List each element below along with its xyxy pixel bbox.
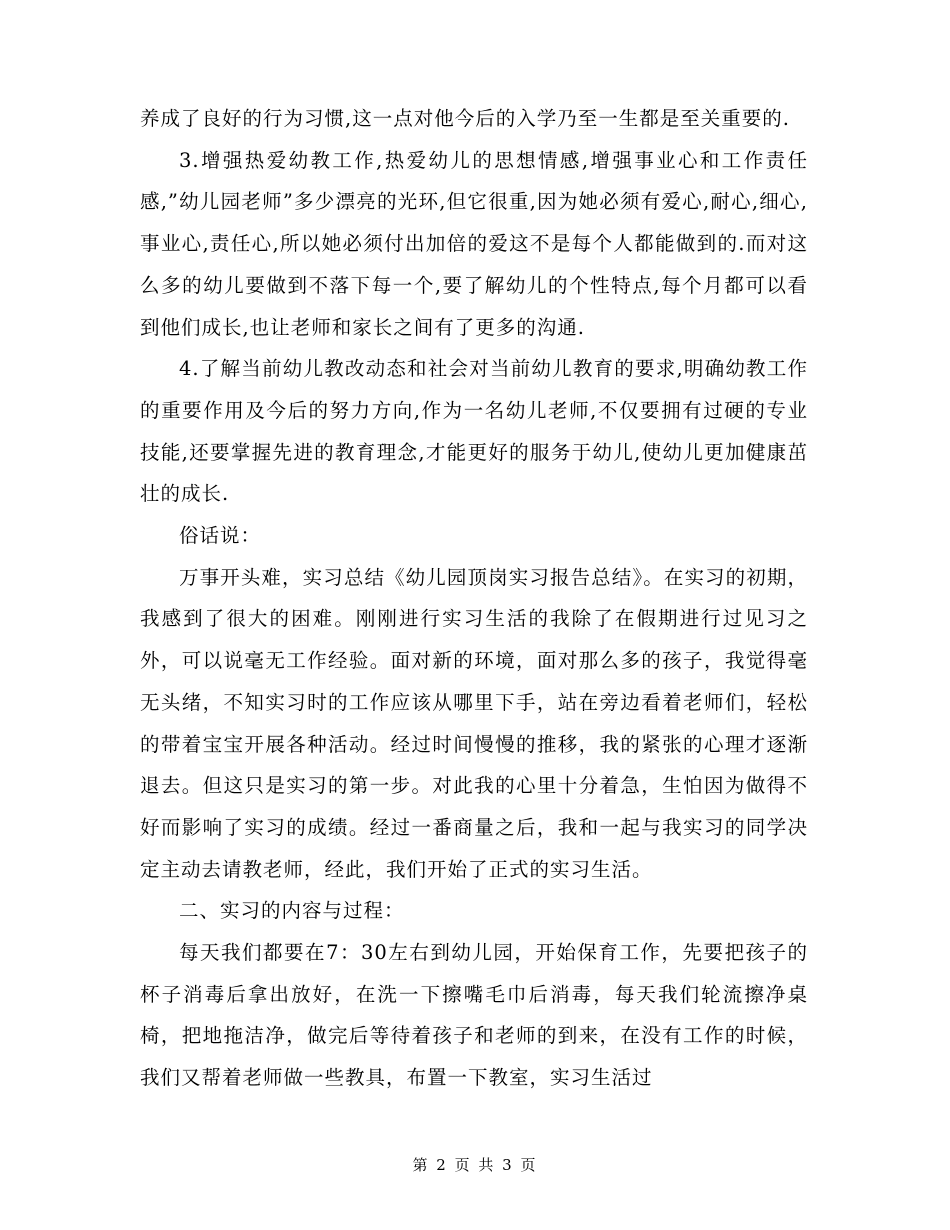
paragraph-point-4: 4.了解当前幼儿教改动态和社会对当前幼儿教育的要求,明确幼教工作的重要作用及今后的努力方向,作为一名幼儿老师,不仅要拥有过硬的专业技能,还要掌握先进的教育理念,才能更好的服务于幼儿,使幼儿更加健康茁壮的成长. — [140, 357, 808, 506]
paragraph-continuation: 养成了良好的行为习惯,这一点对他今后的入学乃至一生都是至关重要的. — [140, 107, 790, 130]
page-number-footer: 第 2 页 共 3 页 — [412, 1156, 538, 1174]
paragraph-daily-routine: 每天我们都要在7：30左右到幼儿园，开始保育工作，先要把孩子的杯子消毒后拿出放好，在洗一下擦嘴毛巾后消毒，每天我们轮流擦净桌椅，把地拖洁净，做完后等待着孩子和老师的到来，在没有工作的时候，我们又帮着老师做一些教具，布置一下教室，实习生活过 — [140, 941, 808, 1090]
paragraph-point-3: 3.增强热爱幼教工作,热爱幼儿的思想情感,增强事业心和工作责任感,”幼儿园老师”多少漂亮的光环,但它很重,因为她必须有爱心,耐心,细心,事业心,责任心,所以她必须付出加倍的爱这不是每个人都能做到的.而对这么多的幼儿要做到不落下每一个,要了解幼儿的个性特点,每个月都可以看到他们成长,也让老师和家长之间有了更多的沟通. — [140, 148, 808, 339]
paragraph-saying: 俗话说： — [179, 524, 262, 548]
section-heading-content-process: 二、实习的内容与过程： — [179, 899, 405, 923]
paragraph-beginning: 万事开头难，实习总结《幼儿园顶岗实习报告总结》。在实习的初期，我感到了很大的困难。刚刚进行实习生活的我除了在假期进行过见习之外，可以说毫无工作经验。面对新的环境，面对那么多的孩子，我觉得毫无头绪，不知实习时的工作应该从哪里下手，站在旁边看着老师们，轻松的带着宝宝开展各种活动。经过时间慢慢的推移，我的紧张的心理才逐渐退去。但这只是实习的第一步。对此我的心里十分着急，生怕因为做得不好而影响了实习的成绩。经过一番商量之后，我和一起与我实习的同学决定主动去请教老师，经此，我们开始了正式的实习生活。 — [140, 565, 808, 881]
document-body — [140, 98, 808, 1099]
